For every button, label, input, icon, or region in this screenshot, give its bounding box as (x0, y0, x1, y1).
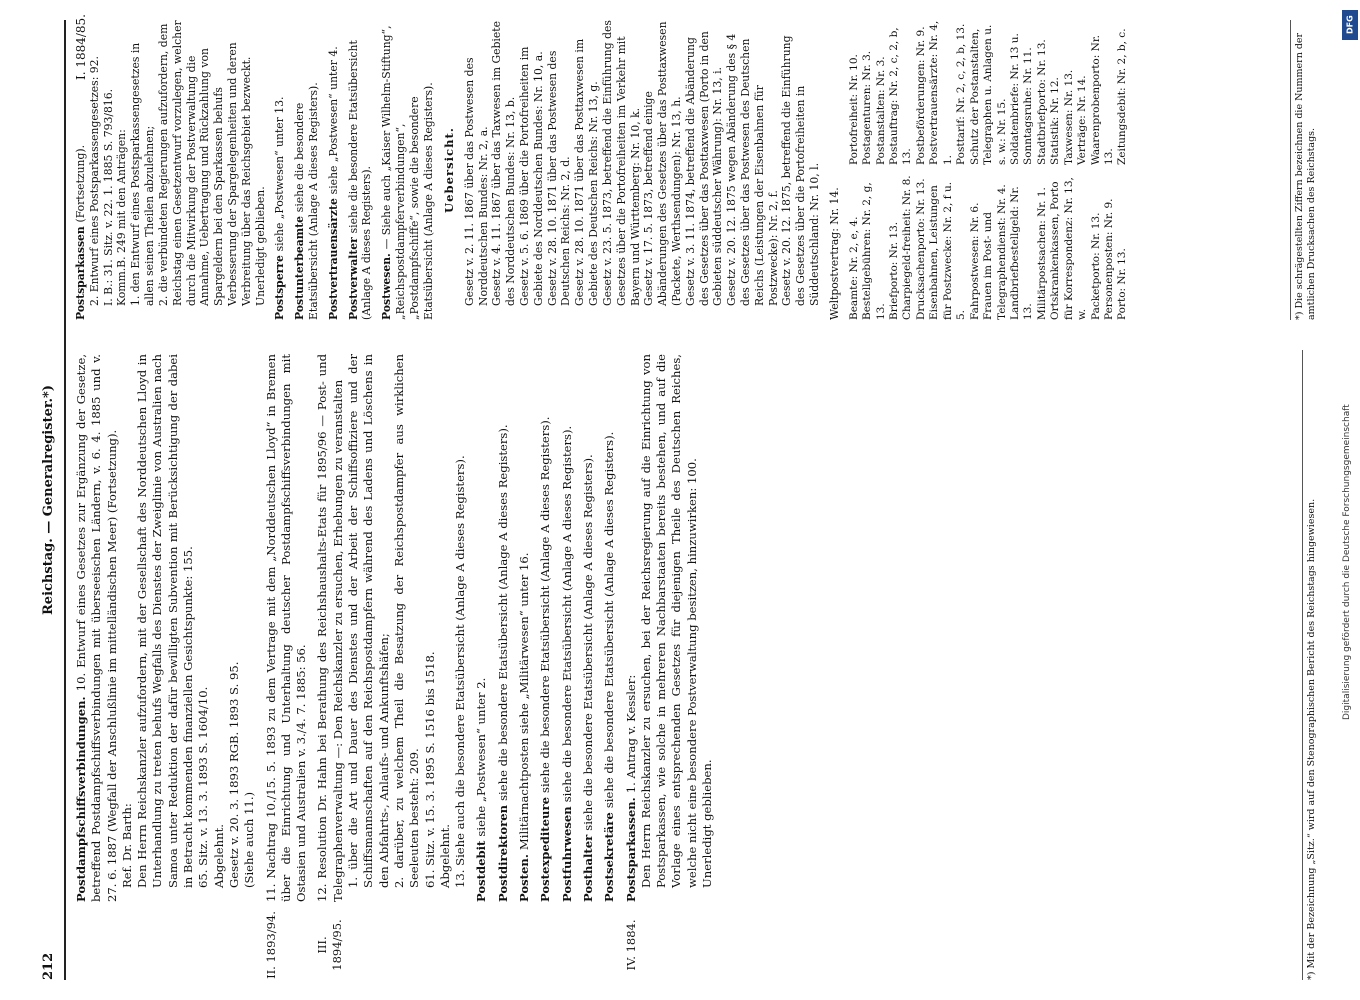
weltpost-line: Weltpostvertrag: Nr. 14. (827, 187, 841, 320)
keyword-index-item: Postanstalten: Nr. 3. (874, 56, 887, 165)
entry-text (496, 354, 511, 902)
entry-lemma: Postsekretäre (602, 808, 617, 902)
entry-text (315, 354, 346, 902)
entry-subline: 1. den Entwurf eines Postsparkassengesetzes in allen seinen Theilen abzulehnen; (129, 42, 157, 306)
keyword-index-item: Drucksachenporto: Nr. 13. (914, 178, 927, 320)
register-entry (327, 20, 341, 320)
entry-subline: 13. Siehe auch die besondere Etatsübersicht (Anlage A dieses Registers). (453, 455, 468, 888)
entry-subline: 1. über die Art und Dauer des Dienstes und der Arbeit der Schiffsoffiziere und der Schiffsmannschaften auf den Reichspostdampfern während des Ladens und Löschens in den Abfahrts-, Anlaufs- und Ankunftshäfen; (346, 354, 391, 888)
entry-text (602, 354, 617, 902)
entry-subline: 2. die verbündeten Regierungen aufzufordern, dem Reichstag einen Gesetzentwurf vorzulegen, welcher durch die Mitwirkung der Postverwaltung die Annahme, Uebertragung und Rückzahlung von Spargeldern bei den Sparkassen behufs Verbesserung der Spargelegenheiten und deren Verbreitung über das Reichsgebiet bezweckt. (156, 20, 253, 306)
entry-subline: Abgelehnt. (437, 824, 452, 888)
entry-subline: Gesetz v. 20. 3. 1893 RGB. 1893 S. 95. (226, 661, 241, 888)
header-rule (64, 20, 66, 980)
entry-lemma: Postsparkassen (74, 222, 87, 320)
entry-lemma: Postunterbeamte (293, 212, 307, 320)
volume-margin-label: IV. 1884. (623, 919, 638, 971)
entry-body (560, 354, 575, 902)
register-entry (315, 350, 468, 980)
entry-description: 10. Entwurf eines Gesetzes zur Ergänzung der Gesetze, betreffend Postdampfschiffsverbindungen mit überseeischen Ländern, v. 6. 4. 1885 und v. 27. 6. 1887 (Wegfall der Anschlußlinie im mittelländischen Meer) (Fortsetzung). (74, 354, 119, 902)
entry-text (517, 354, 532, 902)
entry-subline: Abgelehnt. (211, 824, 226, 888)
right-entries (74, 20, 436, 320)
entry-description: siehe die besondere Etatsübersicht (Anlage A dieses Registers). (580, 454, 595, 831)
keyword-index-item: Stadtbriefporto: Nr. 13. (1035, 39, 1048, 165)
keyword-index-item: Beamte: Nr. 2, e, 4. (847, 216, 860, 320)
keyword-index-item: Schutz der Postanstalten, Telegraphen u. Anlagen u. s. w.: Nr. 15. (968, 24, 1008, 165)
entry-lemma: Postdebit (474, 836, 489, 902)
keyword-index-item: Soldatenbriefe: Nr. 13 u. (1008, 33, 1021, 165)
entry-body (624, 354, 716, 902)
volume-margin-label: II. 1893/94. (263, 911, 278, 979)
keyword-index-item: Taxwesen: Nr. 13. (1062, 69, 1075, 165)
register-entry (624, 350, 716, 980)
entry-subline: Unerledigt geblieben. (699, 759, 714, 888)
overview-heading: Uebersicht. (441, 127, 456, 213)
overview-item: Gesetz v. 28. 10. 1871 über das Postwesen des Deutschen Reichs: Nr. 2, d. (545, 50, 573, 306)
entry-body (474, 354, 489, 902)
entry-text (581, 354, 596, 902)
entry-text (380, 20, 435, 320)
entry-lemma: Postwesen. (380, 249, 394, 320)
register-entry (347, 20, 375, 320)
keyword-index-col-1 (848, 175, 1130, 320)
register-entry (496, 350, 511, 980)
keyword-index-col-2 (848, 20, 1130, 165)
volume-margin-label: III. 1894/95. (315, 919, 344, 971)
keyword-index-item: Statistik: Nr. 12. (1049, 77, 1062, 165)
overview-item: Gesetz v. 5. 6. 1869 über die Portofreiheiten im Gebiete des Norddeutschen Bundes: Nr. 10, a. (518, 46, 545, 306)
keyword-index-item: Briefporto: Nr. 13. (888, 221, 901, 320)
keyword-index-item: Bestellgebühren: Nr. 2, g, 13. (861, 182, 887, 320)
register-entry (581, 350, 596, 980)
keyword-index-item: Sonntagsruhe: Nr. 11. (1022, 47, 1035, 165)
volume-marker: I. 1884/85. (74, 14, 88, 81)
entry-description: — Siehe auch „Kaiser Wilhelm-Stiftung“, „Reichspostdampferverbindungen“, „Postdampfschiffe“, sowie die besondere Etatsübersicht (Anlage A dieses Registers). (380, 25, 435, 320)
register-entry (74, 350, 258, 980)
document-page (40, 14, 1330, 980)
overview-item: Gesetz v. 23. 5. 1873, betreffend die Einführung des Gesetzes über die Portofreiheiten im Verkehr mit Bayern und Württemberg: Nr. 10, k. (600, 20, 642, 306)
left-column (74, 350, 1330, 980)
entry-description: siehe die besondere Etatsübersicht (Anlage A dieses Registers). (538, 416, 553, 793)
keyword-index-item: Posttarif: Nr. 2, c, 2, b, 13. (955, 23, 968, 165)
entry-subline: 2. Entwurf eines Postsparkassengesetzes: 92. (87, 56, 101, 306)
register-entry (273, 20, 287, 320)
overview-item: Gesetz v. 20. 12. 1875, betreffend die Einführung des Gesetzes über die Portofreiheiten in Süddeutschland: Nr. 10, l. (780, 35, 822, 306)
keyword-index-item: Portofreiheit: Nr. 10. (847, 54, 860, 165)
entry-body (264, 354, 310, 902)
entry-text (560, 354, 575, 902)
entry-description: siehe die besondere Etatsübersicht (Anlage A dieses Registers). (559, 425, 574, 803)
right-column (74, 14, 1330, 320)
entry-subline: 65. Sitz. v. 13. 3. 1893 S. 1604/10. (196, 686, 211, 888)
keyword-index-item: Verträge: Nr. 14. (1076, 75, 1089, 165)
entry-subline: 2. darüber, zu welchem Theil die Besatzung der Reichspostdampfer aus wirklichen Seeleuten besteht: 209. (391, 354, 422, 888)
entry-subline: Den Herrn Reichskanzler aufzufordern, mit der Gesellschaft des Norddeutschen Lloyd in Unterhandlung zu treten behufs Wegfalls des Dienstes der Zweiglinie von Australien nach Samoa unter Reduktion der dafür bewilligten Subvention mit Berücksichtigung der dabei in Betracht kommenden finanziellen Gesichtspunkte: 155. (135, 354, 196, 888)
entry-lemma: Postsperre (273, 251, 287, 320)
keyword-index-item: Fahrpostwesen: Nr. 6. (968, 202, 981, 320)
entry-lemma: Postdampfschiffsverbindungen. (74, 691, 88, 902)
entry-subline: Den Herrn Reichskanzler zu ersuchen, bei der Reichsregierung auf die Einrichtung von Postsparkassen, wie solche in mehreren Nachbarstaaten bereits bestehen, und auf die Vorlage eines entsprechenden Gesetzes für diejenigen Theile des Deutschen Reiches, welche nicht eine besondere Postverwaltung besitzen, hinzuwirken: 100. (638, 354, 699, 888)
overview-item: Gesetz v. 20. 12. 1875 wegen Abänderung des § 4 des Gesetzes über das Postwesen des Deutschen Reichs (Leistungen der Eisenbahnen für Postzwecke): Nr. 2, f. (725, 33, 780, 306)
right-footnote: *) Die schrägestellten Ziffern bezeichnen die Nummern der amtlichen Drucksachen des Reichstags. (1290, 20, 1318, 320)
keyword-index-item: Porto: Nr. 13. (1116, 248, 1129, 320)
entry-description: siehe die besondere Etatsübersicht (Anlage A dieses Registers). (293, 82, 320, 320)
overview-item: Gesetz v. 4. 11. 1867 über das Taxwesen im Gebiete des Norddeutschen Bundes: Nr. 13, b. (490, 21, 518, 306)
keyword-index-item: Postauftrag: Nr. 2, c, 2, b, 13. (888, 27, 914, 165)
register-entry (380, 20, 435, 320)
entry-text (347, 20, 375, 320)
entry-description: siehe „Postwesen“ unter 13. (273, 96, 287, 252)
overview-item: Gesetz v. 28. 10. 1871 über das Posttaxwesen im Gebiete des Deutschen Reichs: Nr. 13, g. (573, 38, 601, 306)
keyword-index-item: Packetporto: Nr. 13. (1089, 212, 1102, 320)
entry-subline: 61. Sitz. v. 15. 3. 1895 S. 1516 bis 1518. (422, 651, 437, 888)
overview-item: Gesetz v. 17. 5. 1873, betreffend einige Abänderungen des Gesetzes über das Posttaxwesen (Packete, Werthsendungen): Nr. 13, h. (642, 21, 683, 306)
register-entry (474, 350, 489, 980)
entry-description: 11. Nachtrag 10./15. 5. 1893 zu dem Vertrage mit dem „Norddeutschen Lloyd“ in Bremen über die Einrichtung und Unterhaltung deutscher Postdampfschiffsverbindungen mit Ostasien und Australien v. 3./4. 7. 1885: 56. (263, 354, 309, 902)
keyword-index-item: Frauen im Post- und Telegraphendienst: Nr. 4. (982, 184, 1008, 320)
page-title: Reichstag. — Generalregister.*) (41, 385, 56, 615)
entry-description: 12. Resolution Dr. Hahn bei Berathung des Reichshaushalts-Etats für 1895/96 — Post- und Telegraphenverwaltung —: Den Reichskanzler zu ersuchen, Erhebungen zu veranstalten (315, 354, 345, 902)
register-entry (517, 350, 532, 980)
entry-lemma: Postdirektoren (495, 800, 510, 902)
keyword-index-item: Zeitungsdebit: Nr. 2, b, c. (1116, 28, 1129, 165)
register-entry (602, 350, 617, 980)
register-entry (293, 20, 321, 320)
entry-description: siehe die besondere Etatsübersicht (Anlage A dieses Registers). (346, 40, 374, 320)
entry-lemma: Posthalter (580, 830, 595, 902)
keyword-index-item: Postvertrauensärzte: Nr. 4, 1. (928, 20, 954, 165)
keyword-index-item: Ortskrankenkassen, Porto für Korrespondenz: Nr. 13, w. (1049, 177, 1089, 320)
keyword-index-item: Charpiegeld-freiheit: Nr. 8. (901, 175, 914, 320)
entry-description: siehe „Postwesen“ unter 4. (326, 46, 340, 195)
entry-text (538, 354, 553, 902)
entry-description: siehe „Postwesen“ unter 2. (474, 677, 489, 837)
entry-text (474, 354, 489, 902)
entry-lemma: Postverwalter (346, 233, 360, 320)
entry-subline: (Siehe auch 11.) (242, 791, 257, 888)
register-entry (264, 350, 310, 980)
overview-item: Gesetz v. 2. 11. 1867 über das Postwesen des Norddeutschen Bundes: Nr. 2, a. (462, 57, 490, 306)
keyword-index-item: Personenposten: Nr. 9. (1103, 198, 1116, 320)
entry-lemma: Postsparkassen. (623, 793, 638, 902)
keyword-index (848, 20, 1130, 320)
keyword-index-item: Waarenprobenporto: Nr. 13. (1089, 34, 1116, 165)
entry-description: (Fortsetzung). (74, 144, 87, 223)
entry-description: 1. Antrag v. Kessler: (623, 674, 638, 794)
overview-item: Gesetz v. 3. 11. 1874, betreffend die Abänderung des Gesetzes über das Posttaxwesen (Porto in den Gebieten süddeutscher Währung): Nr. 13, i. (683, 31, 725, 306)
left-footnote: *) Mit der Bezeichnung „Sitz.“ wird auf den Stenographischen Bericht des Reichstags hingewiesen. (1302, 350, 1318, 980)
entry-text (293, 20, 321, 320)
entry-body (602, 354, 617, 902)
page-number: 212 (41, 952, 56, 980)
entry-lemma: Posten. (517, 850, 532, 902)
entry-subline: I. B.: 31. Sitz. v. 22. 1. 1885 S. 793/816. (101, 89, 115, 306)
digitization-credit: Digitalisierung gefördert durch die Deutsche Forschungsgemeinschaft (1342, 404, 1352, 720)
entry-description: siehe die besondere Etatsübersicht (Anlage A dieses Registers). (495, 424, 510, 801)
keyword-index-item: Postagenturen: Nr. 3. (861, 50, 874, 165)
register-entry (538, 350, 553, 980)
entry-subline: Ref. Dr. Barth: (119, 803, 134, 888)
keyword-index-item: Militärpostsachen: Nr. 1. (1035, 187, 1048, 320)
entry-subline: Komm.B. 249 mit den Anträgen: (115, 129, 129, 306)
entry-lemma: Postvertrauensärzte (326, 194, 340, 320)
entry-text (264, 354, 310, 902)
entry-body (517, 354, 532, 902)
keyword-index-item: Landbriefbestellgeld: Nr. 13. (1008, 186, 1035, 320)
entry-body (315, 354, 468, 902)
entry-text (74, 354, 120, 902)
digitization-sidebar (1340, 0, 1360, 1000)
entry-body (538, 354, 553, 902)
dfg-logo: DFG (1342, 10, 1358, 40)
entry-lemma: Postfuhrwesen (559, 802, 574, 902)
entry-text (327, 20, 341, 320)
entry-body (581, 354, 596, 902)
entry-description: Militärnachtposten siehe „Militärwesen“ unter 16. (517, 552, 532, 851)
register-entry (74, 20, 267, 320)
entry-lemma: Postexpediteure (538, 793, 553, 902)
entry-subline: Unerledigt geblieben. (253, 186, 267, 306)
left-entries (74, 350, 715, 980)
entry-text (273, 20, 287, 320)
keyword-index-item: Eisenbahnen, Leistungen für Postzwecke: Nr. 2, f u. 5. (928, 181, 968, 320)
entry-text (624, 354, 639, 902)
register-entry (560, 350, 575, 980)
entry-body (496, 354, 511, 902)
page-header (40, 20, 62, 980)
entry-description: siehe die besondere Etatsübersicht (Anlage A dieses Registers). (602, 431, 617, 809)
entry-body (74, 354, 258, 902)
overview-list (463, 20, 822, 320)
keyword-index-item: Postbeförderungen: Nr. 9. (914, 26, 927, 165)
